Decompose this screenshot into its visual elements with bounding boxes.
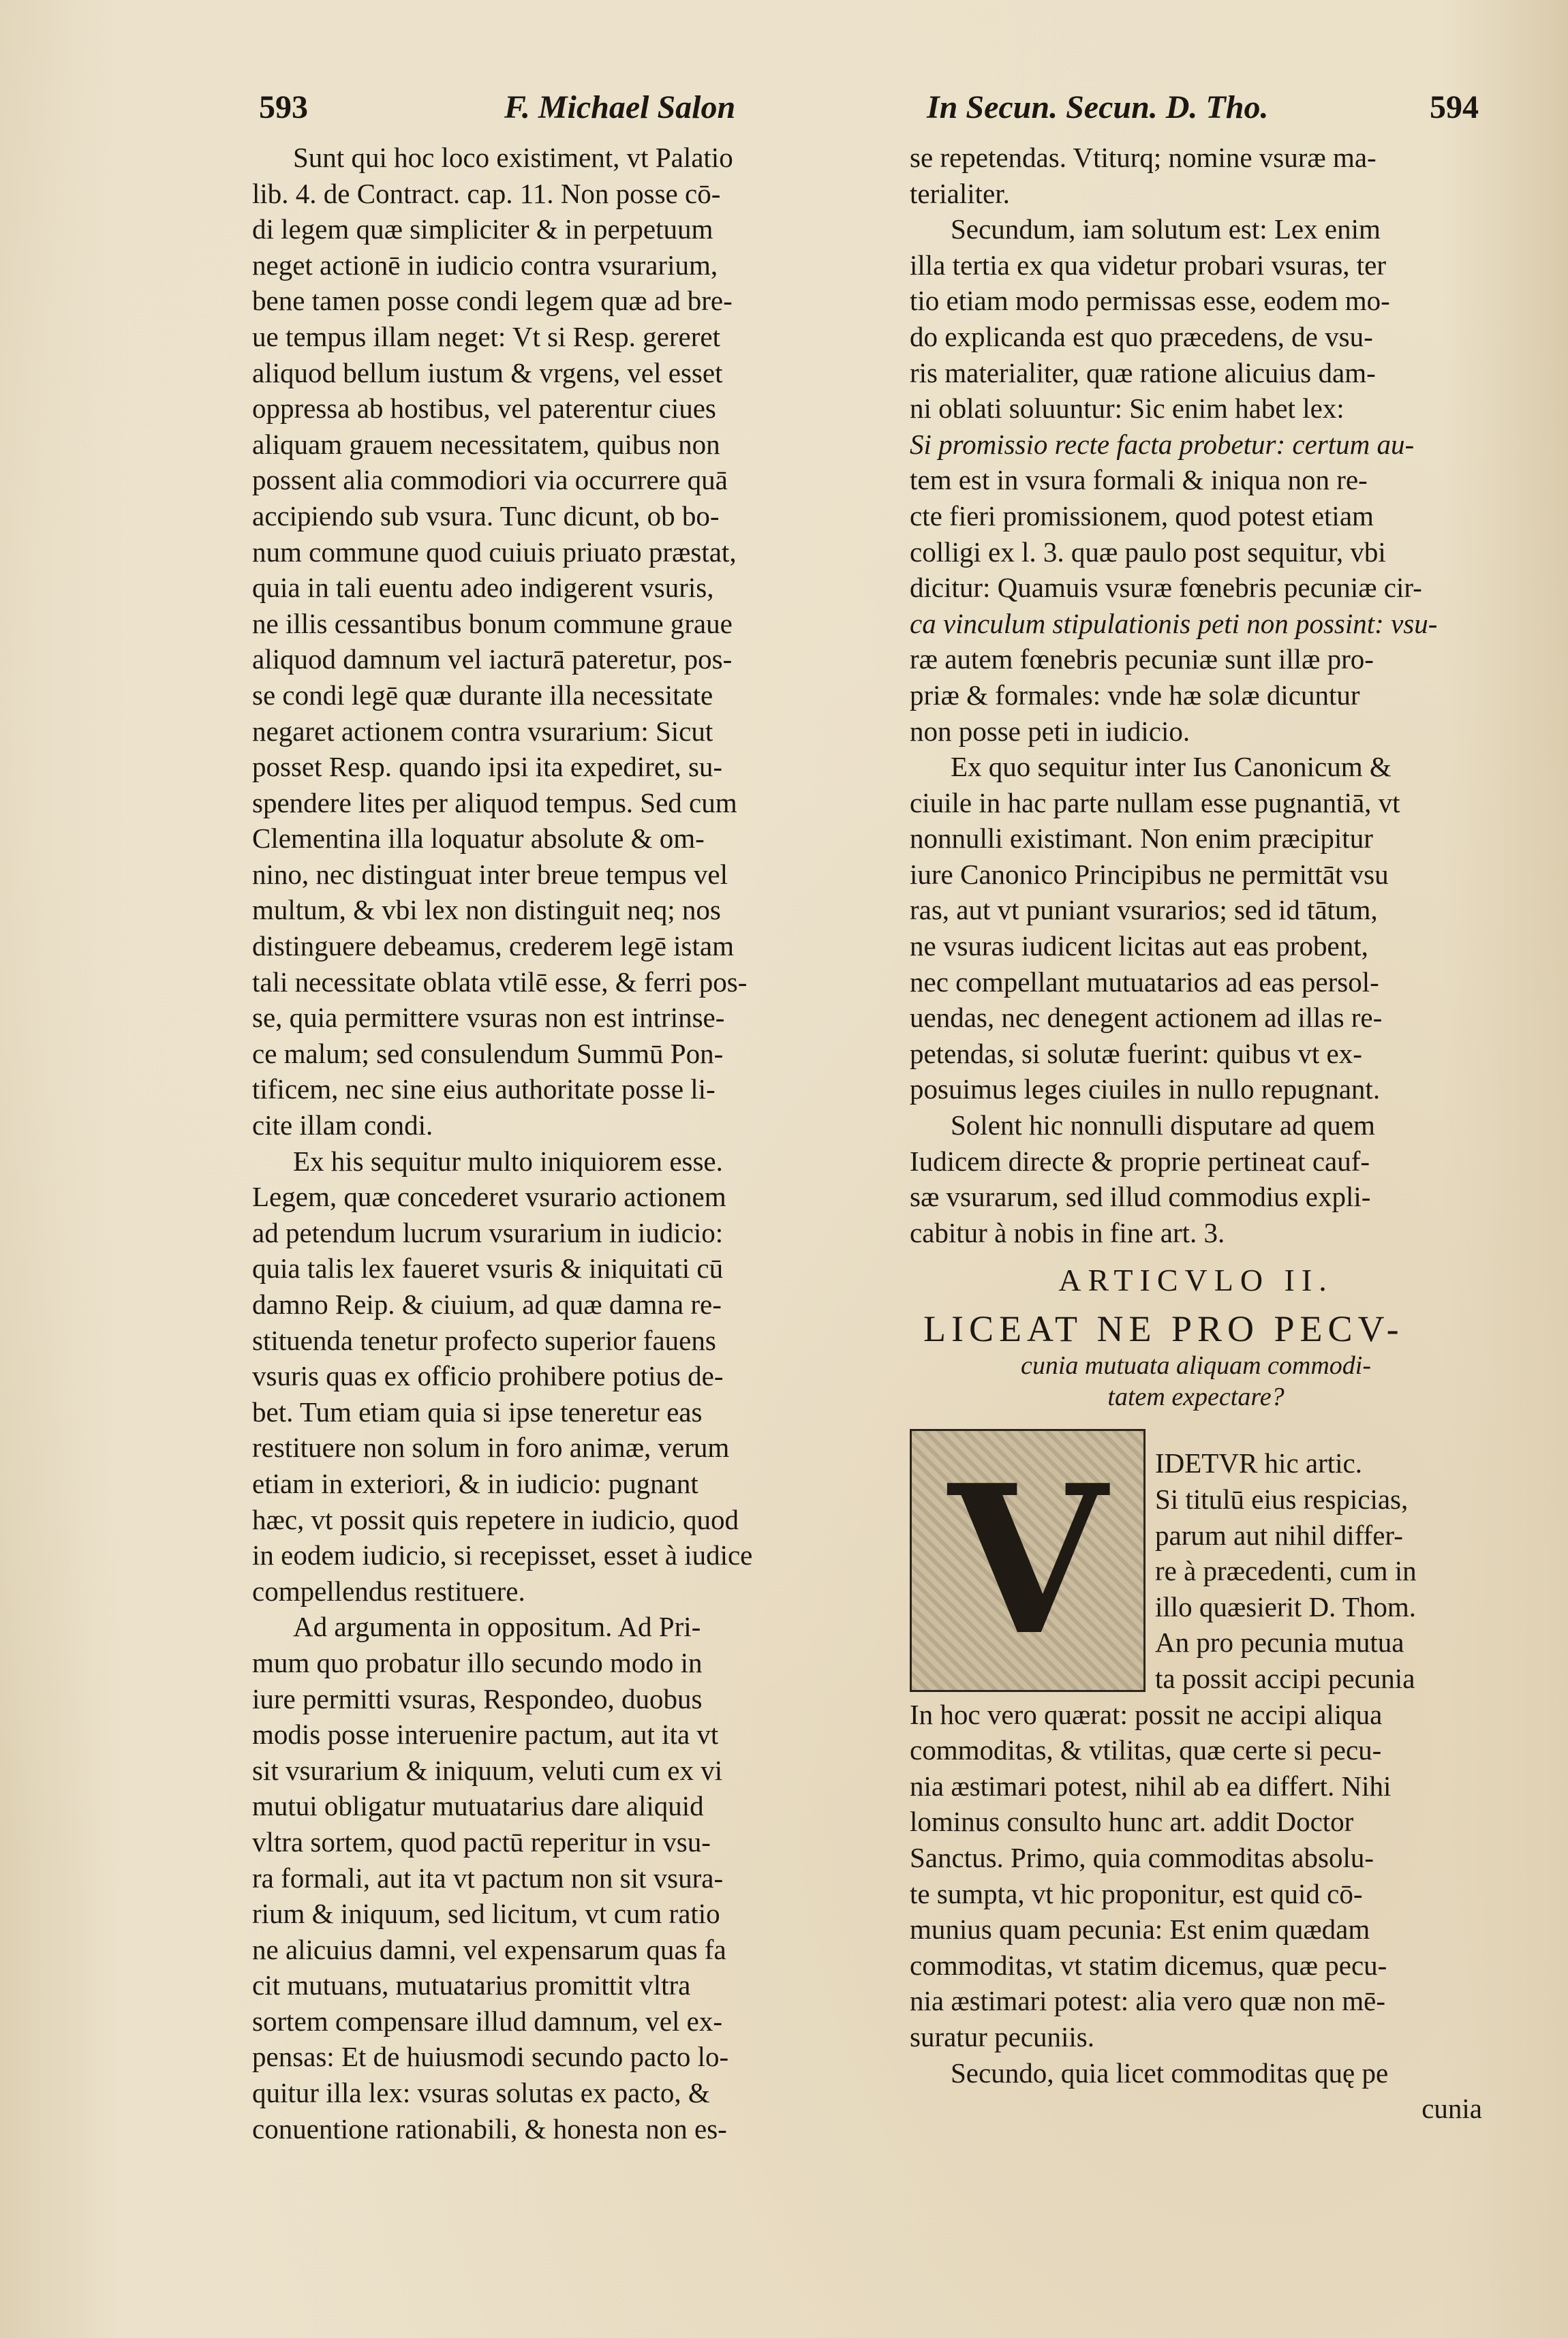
text-line: mum quo probatur illo secundo modo in xyxy=(252,1646,703,1678)
text-line: iure permitti vsuras, Respondeo, duobus xyxy=(252,1682,703,1714)
text-line: vltra sortem, quod pactū reperitur in vsu- xyxy=(252,1826,711,1858)
text-line: modis posse interuenire pactum, aut ita vt xyxy=(252,1719,719,1751)
text-line: ta possit accipi pecunia xyxy=(1155,1662,1415,1694)
text-line: cabitur à nobis in fine art. 3. xyxy=(910,1216,1225,1248)
text-line: aliquam grauem necessitatem, quibus non xyxy=(252,428,720,460)
text-line: spendere lites per aliquod tempus. Sed cum xyxy=(252,786,737,818)
article-question-subtitle: cunia mutuata aliquam commodi- xyxy=(1020,1351,1371,1381)
text-line: ciuile in hac parte nullam esse pugnantiā, vt xyxy=(910,786,1400,818)
text-line: rium & iniquum, sed licitum, vt cum ratio xyxy=(252,1898,720,1930)
text-line: distinguere debeamus, crederem legē istam xyxy=(252,930,734,962)
text-line: uendas, nec denegent actionem ad illas re- xyxy=(910,1002,1383,1034)
text-line: posset Resp. quando ipsi ita expediret, su- xyxy=(252,751,723,783)
text-line: lominus consulto hunc art. addit Doctor xyxy=(910,1806,1354,1838)
text-line: ce malum; sed consulendum Summū Pon- xyxy=(252,1037,724,1069)
text-line: in eodem iudicio, si recepisset, esset à iudice xyxy=(252,1539,753,1571)
text-line: Iudicem directe & proprie pertineat cauf- xyxy=(910,1145,1370,1177)
text-line: dicitur: Quamuis vsuræ fœnebris pecuniæ cir- xyxy=(910,572,1422,604)
text-line: non posse peti in iudicio. xyxy=(910,715,1190,747)
text-line: illo quæsierit D. Thom. xyxy=(1155,1590,1417,1622)
text-line: cte fieri promissionem, quod potest etiam xyxy=(910,499,1374,532)
text-line: negaret actionem contra vsurarium: Sicut xyxy=(252,715,713,747)
text-line: sit vsurarium & iniquum, veluti cum ex vi xyxy=(252,1754,723,1786)
folio-number-right: 594 xyxy=(1430,89,1479,125)
text-line: nino, nec distinguat inter breue tempus vel xyxy=(252,858,728,890)
catchword: cunia xyxy=(1421,2093,1482,2125)
text-line: Legem, quæ concederet vsurario actionem xyxy=(252,1181,726,1213)
text-line: oppressa ab hostibus, vel paterentur ciues xyxy=(252,393,716,425)
text-line: pensas: Et de huiusmodi secundo pacto lo- xyxy=(252,2041,729,2073)
text-line: ras, aut vt puniant vsurarios; sed id tātum, xyxy=(910,894,1378,926)
text-line: ad petendum lucrum vsurarium in iudicio: xyxy=(252,1216,724,1248)
text-line: quitur illa lex: vsuras solutas ex pacto, & xyxy=(252,2077,710,2109)
text-line: stituenda tenetur profecto superior fauens xyxy=(252,1324,716,1356)
left-column xyxy=(252,140,855,2147)
text-line: cit mutuans, mutuatarius promittit vltra xyxy=(252,1969,691,2001)
text-line: di legem quæ simpliciter & in perpetuum xyxy=(252,213,713,245)
text-line: possent alia commodiori via occurrere quā xyxy=(252,464,728,496)
text-line: ra formali, aut ita vt pactum non sit vsura- xyxy=(252,1862,724,1894)
running-head-left: F. Michael Salon xyxy=(504,89,736,125)
text-line: An pro pecunia mutua xyxy=(1155,1627,1404,1659)
text-line: nia æstimari potest: alia vero quæ non mē- xyxy=(910,1985,1386,2017)
text-line: Secundum, iam solutum est: Lex enim xyxy=(951,213,1381,245)
text-line: suratur pecuniis. xyxy=(910,2020,1094,2052)
text-line: colligi ex l. 3. quæ paulo post sequitur, vbi xyxy=(910,536,1386,568)
text-line: damno Reip. & ciuium, ad quæ damna re- xyxy=(252,1289,722,1320)
text-line: quia talis lex faueret vsuris & iniquitati cū xyxy=(252,1252,724,1285)
text-line: munius quam pecunia: Est enim quædam xyxy=(910,1913,1370,1945)
text-line: ni oblati soluuntur: Sic enim habet lex: xyxy=(910,393,1344,425)
text-line: mutui obligatur mutuatarius dare aliquid xyxy=(252,1790,704,1822)
text-line: Sunt qui hoc loco existiment, vt Palatio xyxy=(293,142,733,173)
text-line: In hoc vero quærat: possit ne accipi aliqua xyxy=(910,1698,1383,1730)
text-line: etiam in exteriori, & in iudicio: pugnant xyxy=(252,1467,698,1499)
text-line: accipiendo sub vsura. Tunc dicunt, ob bo- xyxy=(252,499,720,532)
text-line: restituere non solum in foro animæ, verum xyxy=(252,1432,730,1464)
text-line: Si titulū eius respicias, xyxy=(1155,1483,1409,1515)
text-line: nonnulli existimant. Non enim præcipitur xyxy=(910,822,1373,855)
article-question-subtitle: tatem expectare? xyxy=(1107,1383,1285,1412)
text-line: quia in tali euentu adeo indigerent vsuris, xyxy=(252,572,714,604)
text-line: sortem compensare illud damnum, vel ex- xyxy=(252,2005,722,2037)
text-line: bene tamen posse condi legem quæ ad bre- xyxy=(252,285,733,317)
text-line: ræ autem fœnebris pecuniæ sunt illæ pro- xyxy=(910,643,1374,675)
text-line: ris materialiter, quæ ratione alicuius dam- xyxy=(910,356,1376,388)
text-line: aliquod bellum iustum & vrgens, vel esset xyxy=(252,356,723,388)
text-line: Sanctus. Primo, quia commoditas absolu- xyxy=(910,1841,1374,1873)
text-line: tificem, nec sine eius authoritate posse li- xyxy=(252,1073,716,1105)
text-line: Ex his sequitur multo iniquiorem esse. xyxy=(293,1145,723,1177)
text-line: commoditas, vt statim dicemus, quæ pecu- xyxy=(910,1949,1387,1981)
text-line: Solent hic nonnulli disputare ad quem xyxy=(951,1109,1375,1141)
text-line: Clementina illa loquatur absolute & om- xyxy=(252,822,705,855)
text-line: ne alicuius damni, vel expensarum quas fa xyxy=(252,1933,726,1965)
text-line: priæ & formales: vnde hæ solæ dicuntur xyxy=(910,679,1360,711)
initial-letter: V xyxy=(948,1440,1107,1681)
page-header xyxy=(259,89,1479,136)
text-line: Si promissio recte facta probetur: certum au- xyxy=(910,428,1415,460)
text-line: bet. Tum etiam quia si ipse teneretur eas xyxy=(252,1396,703,1428)
text-line: iure Canonico Principibus ne permittāt vsu xyxy=(910,858,1389,890)
text-line: Secundo, quia licet commoditas quę pe xyxy=(951,2057,1389,2089)
decorated-initial-v xyxy=(910,1429,1146,1692)
article-heading: ARTICVLO II. xyxy=(1058,1263,1334,1298)
text-line: multum, & vbi lex non distinguit neq; nos xyxy=(252,894,721,926)
text-line: hæc, vt possit quis repetere in iudicio, quod xyxy=(252,1503,739,1535)
text-line: nia æstimari potest, nihil ab ea differt. Nihi xyxy=(910,1770,1392,1802)
text-line: terialiter. xyxy=(910,177,1010,209)
text-line: posuimus leges ciuiles in nullo repugnant. xyxy=(910,1073,1381,1105)
text-line: do explicanda est quo præcedens, de vsu- xyxy=(910,320,1373,352)
article-question-title: LICEAT NE PRO PECV- xyxy=(923,1308,1404,1350)
text-line: lib. 4. de Contract. cap. 11. Non posse cō- xyxy=(252,177,721,209)
text-line: tem est in vsura formali & iniqua non re- xyxy=(910,464,1368,496)
text-line: petendas, si solutæ fuerint: quibus vt ex- xyxy=(910,1037,1362,1069)
text-line: num commune quod cuiuis priuato præstat, xyxy=(252,536,737,568)
text-line: Ad argumenta in oppositum. Ad Pri- xyxy=(293,1611,701,1643)
text-line: neget actionē in iudicio contra vsurarium, xyxy=(252,249,718,281)
text-line: se condi legē quæ durante illa necessitate xyxy=(252,679,713,711)
text-line: aliquod damnum vel iacturā pateretur, pos- xyxy=(252,643,733,675)
text-line: Ex quo sequitur inter Ius Canonicum & xyxy=(951,751,1392,783)
text-line: conuentione rationabili, & honesta non es- xyxy=(252,2112,727,2144)
text-line: ne vsuras iudicent licitas aut eas probent, xyxy=(910,930,1368,962)
text-line: ca vinculum stipulationis peti non possint: vsu- xyxy=(910,607,1438,639)
text-line: te sumpta, vt hic proponitur, est quid cō- xyxy=(910,1877,1363,1909)
text-line: compellendus restituere. xyxy=(252,1575,525,1607)
text-line: tio etiam modo permissas esse, eodem mo- xyxy=(910,285,1390,317)
text-line: se, quia permittere vsuras non est intrinse- xyxy=(252,1002,725,1034)
running-head-right: In Secun. Secun. D. Tho. xyxy=(927,89,1269,125)
text-line: sæ vsurarum, sed illud commodius expli- xyxy=(910,1181,1371,1213)
text-line: illa tertia ex qua videtur probari vsuras, ter xyxy=(910,249,1387,281)
text-line: commoditas, & vtilitas, quæ certe si pecu- xyxy=(910,1734,1382,1766)
text-line: re à præcedenti, cum in xyxy=(1155,1555,1417,1587)
text-line: se repetendas. Vtiturq; nomine vsuræ ma- xyxy=(910,142,1377,173)
text-line: vsuris quas ex officio prohibere potius de- xyxy=(252,1360,724,1392)
text-line: parum aut nihil differ- xyxy=(1155,1519,1403,1551)
text-line: tali necessitate oblata vtilē esse, & ferri pos- xyxy=(252,966,748,998)
text-line: IDETVR hic artic. xyxy=(1155,1447,1362,1479)
right-column xyxy=(910,140,1482,2127)
text-line: ue tempus illam neget: Vt si Resp. gereret xyxy=(252,320,720,352)
text-line: cite illam condi. xyxy=(252,1109,433,1141)
folio-number-left: 593 xyxy=(259,89,308,125)
text-line: ne illis cessantibus bonum commune graue xyxy=(252,607,733,639)
text-line: nec compellant mutuatarios ad eas persol- xyxy=(910,966,1379,998)
